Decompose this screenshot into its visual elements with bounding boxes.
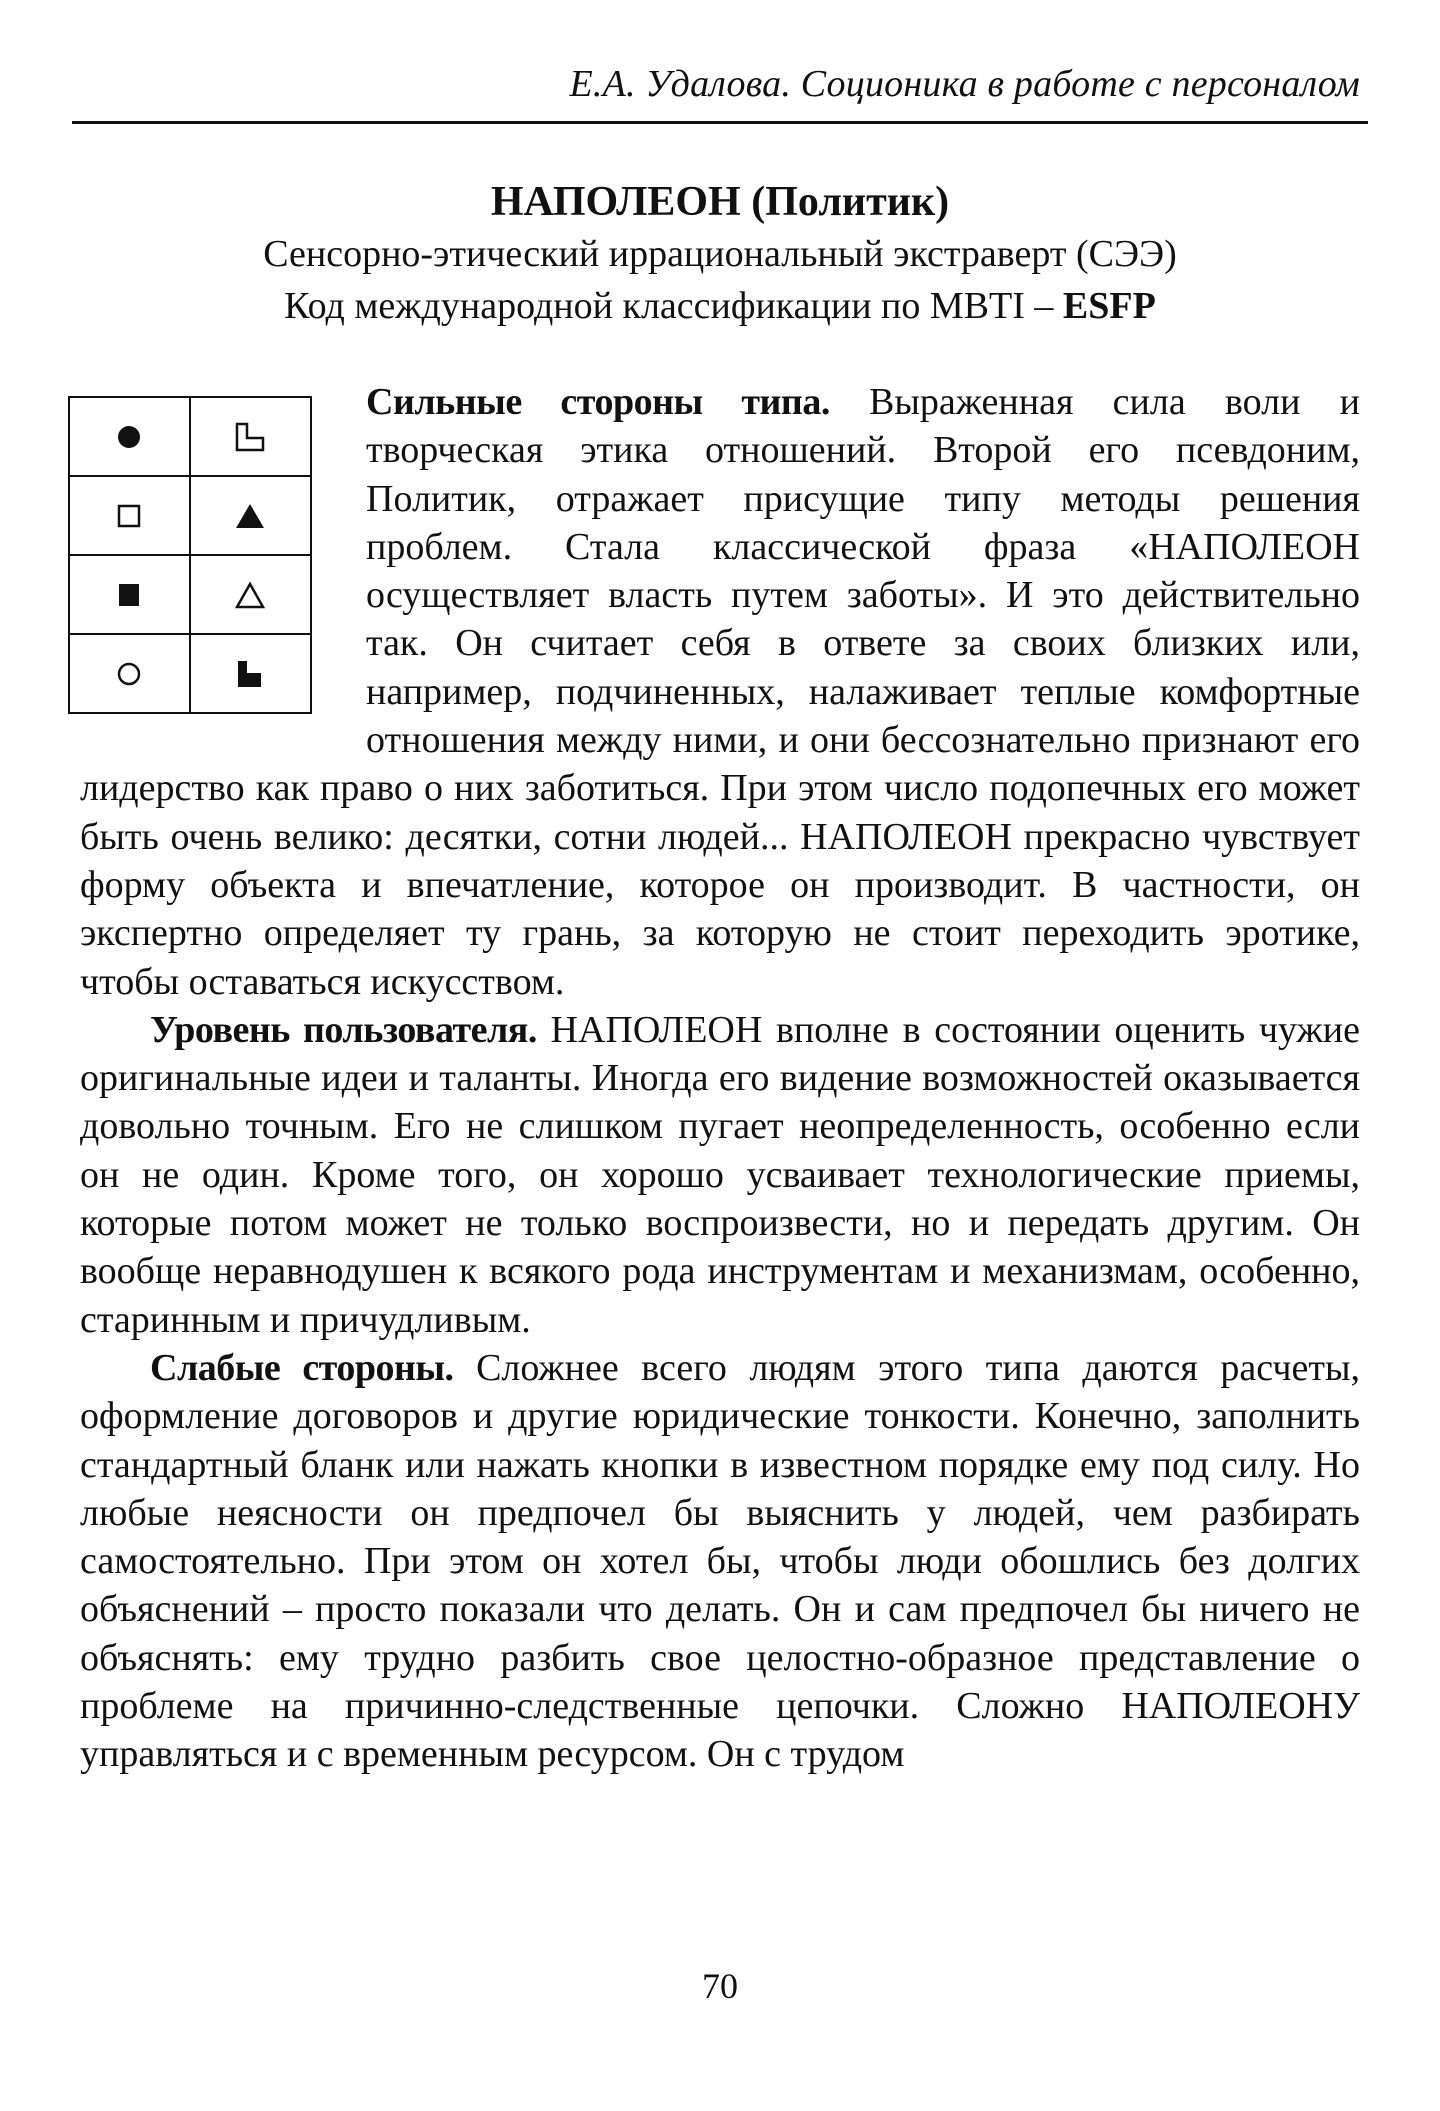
section-text: НАПОЛЕОН вполне в состоянии оценить чужие оригинальные идеи и таланты. Иногда его видение возможностей оказывается довольно точным. Его не слишком пугает неопределенность, особенно если он не один. Кроме того, он хорошо усваивает технологические приемы, которые потом может не только воспроизвести, но и передать другим. Он вообще неравнодушен к всякого рода инструментам и механизмам, особенно, старинным и причудливым. [80,1008,1360,1341]
section-label: Сильные стороны типа. [366,381,830,423]
mbti-code-value: ESFP [1062,285,1156,327]
symbol-cell [69,476,190,555]
symbol-cell [190,476,311,555]
paragraph-weaknesses [80,1344,1360,1779]
model-a-symbol-table [68,396,310,722]
page-title: НАПОЛЕОН (Политик) [490,179,950,225]
type-heading [72,176,1368,332]
symbol-cell [69,634,190,713]
running-header: Е.А. Удалова. Соционика в работе с персоналом [569,63,1360,105]
symbol-cell [69,555,190,634]
outline-triangle-icon [233,580,267,610]
section-label: Уровень пользователя. [150,1008,537,1051]
filled-square-icon [114,580,144,610]
symbol-cell [69,397,190,476]
symbol-cell [190,555,311,634]
symbol-cell [190,634,311,713]
section-label: Слабые стороны. [150,1346,454,1389]
section-text: Сложнее всего людям этого типа даются расчеты, оформление договоров и другие юридические тонкости. Конечно, заполнить стандартный бланк или нажать кнопки в известном порядке ему под силу. Но любые неясности он предпочел бы выяснить у людей, чем разбирать самостоятельно. При этом он хотел бы, чтобы люди обошлись без долгих объяснений – просто показали что делать. Он и сам предпочел бы ничего не объяснять: ему трудно разбить свое целостно-образное представление о проблеме на причинно-следственные цепочки. Сложно НАПОЛЕОНУ управляться и с временным ресурсом. Он с трудом [80,1346,1360,1776]
page-number: 70 [702,1966,738,2006]
section-text: Выраженная сила воли и творческая этика отношений. Второй его псевдоним, Политик, отражает присущие типу методы решения проблем. Стала классической фраза «НАПОЛЕОН осуществляет власть путем заботы». И это действительно так. Он считает себя в ответе за своих близких или, например, подчиненных, налаживает теплые комфортные отношения между ними, и они бессознательно признают его лидерство как право о них заботиться. При этом число подопечных его может быть очень велико: десятки, сотни людей... НАПОЛЕОН прекрасно чувствует форму объекта и впечатление, которое он производит. В частности, он экспертно определяет ту грань, за которую не стоит переходить эротике, чтобы оставаться искусством. [80,381,1360,1003]
filled-circle-icon [114,422,144,452]
outline-step-icon [233,421,267,453]
mbti-code-line [72,280,1368,332]
header-divider [72,121,1368,124]
outline-square-icon [114,501,144,531]
type-subtitle: Сенсорно-этический иррациональный экстраверт (СЭЭ) [263,233,1177,275]
body-text [80,378,1360,1779]
mbti-code-label: Код международной классификации по MBTI – [284,285,1063,327]
paragraph-user-level [80,1006,1360,1344]
symbol-cell [190,397,311,476]
filled-triangle-icon [233,501,267,531]
filled-step-icon [233,658,267,690]
outline-circle-icon [114,659,144,689]
